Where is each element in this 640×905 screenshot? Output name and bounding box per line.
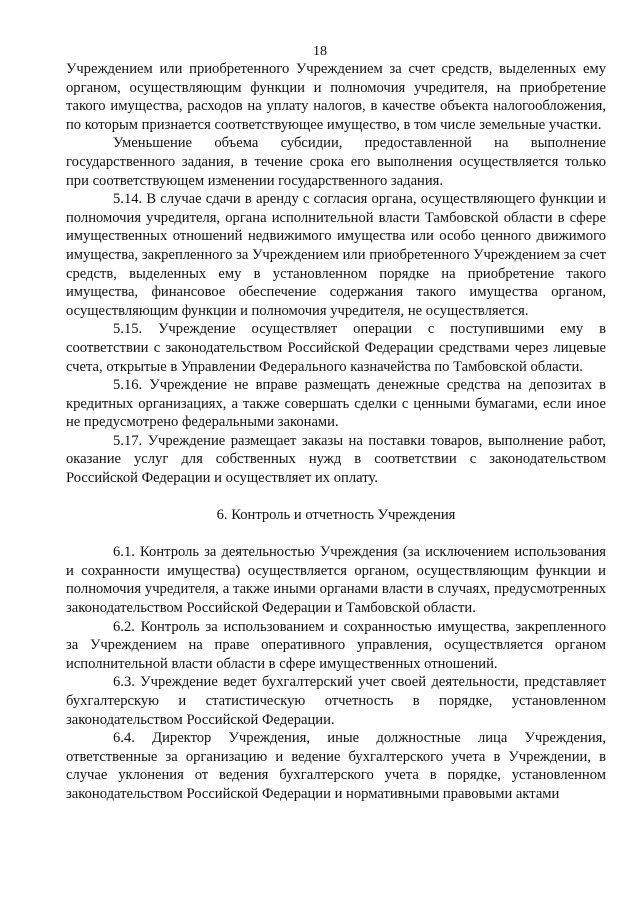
paragraph-5-14: 5.14. В случае сдачи в аренду с согласия органа, осуществляющего функции и полномочия учредителя, органа исполнительной власти Тамбовской области в сфере имущественных отношений недвижимого имущества или особо ценного движимого имущества, закрепленного за Учреждением или приобретенного Учреждением за счет средств, выделенных ему в установленном порядке на приобретение такого имущества, финансовое обеспечение содержания такого имущества органом, осуществляющим функции и полномочия учредителя, не осуществляется. <box>66 191 606 319</box>
section-heading: 6. Контроль и отчетность Учреждения <box>216 506 456 523</box>
paragraph-6-1: 6.1. Контроль за деятельностью Учреждения (за исключением использования и сохранности имущества) осуществляется органом, осуществляющим функции и полномочия учредителя, а также иными органами власти в случаях, предусмотренных законодательством Российской Федерации и Тамбовской области. <box>66 544 606 617</box>
paragraph-5-15: 5.15. Учреждение осуществляет операции с поступившими ему в соответствии с законодательством Российской Федерации средствами через лицевые счета, открытые в Управлении Федерального казначейства по Тамбовской области. <box>66 321 606 375</box>
paragraph-continuation: Учреждением или приобретенного Учреждением за счет средств, выделенных ему органом, осуществляющим функции и полномочия учредителя, на приобретение такого имущества, расходов на уплату налогов, в качестве объекта налогообложения, по которым признается соответствующее имущество, в том числе земельные участки. <box>66 61 606 133</box>
page-number: 18 <box>313 44 327 59</box>
document-body <box>66 60 606 804</box>
paragraph-5-16: 5.16. Учреждение не вправе размещать денежные средства на депозитах в кредитных организациях, а также совершать сделки с ценными бумагами, если иное не предусмотрено федеральными законами. <box>66 377 606 431</box>
paragraph-6-4: 6.4. Директор Учреждения, иные должностные лица Учреждения, ответственные за организацию и ведение бухгалтерского учета в Учреждении, в случае уклонения от ведения бухгалтерского учета в порядке, установленном законодательством Российской Федерации и нормативными правовыми актами <box>66 730 606 802</box>
paragraph-6-2: 6.2. Контроль за использованием и сохранностью имущества, закрепленного за Учреждением на праве оперативного управления, осуществляется органом исполнительной власти области в сфере имущественных отношений. <box>66 618 606 672</box>
paragraph-6-3: 6.3. Учреждение ведет бухгалтерский учет своей деятельности, представляет бухгалтерскую и статистическую отчетность в порядке, установленном законодательством Российской Федерации. <box>66 674 606 728</box>
paragraph-subsidy-reduction: Уменьшение объема субсидии, предоставленной на выполнение государственного задания, в течение срока его выполнения осуществляется только при соответствующем изменении государственного задания. <box>66 135 606 189</box>
paragraph-5-17: 5.17. Учреждение размещает заказы на поставки товаров, выполнение работ, оказание услуг для собственных нужд в соответствии с законодательством Российской Федерации и осуществляет их оплату. <box>66 432 606 487</box>
